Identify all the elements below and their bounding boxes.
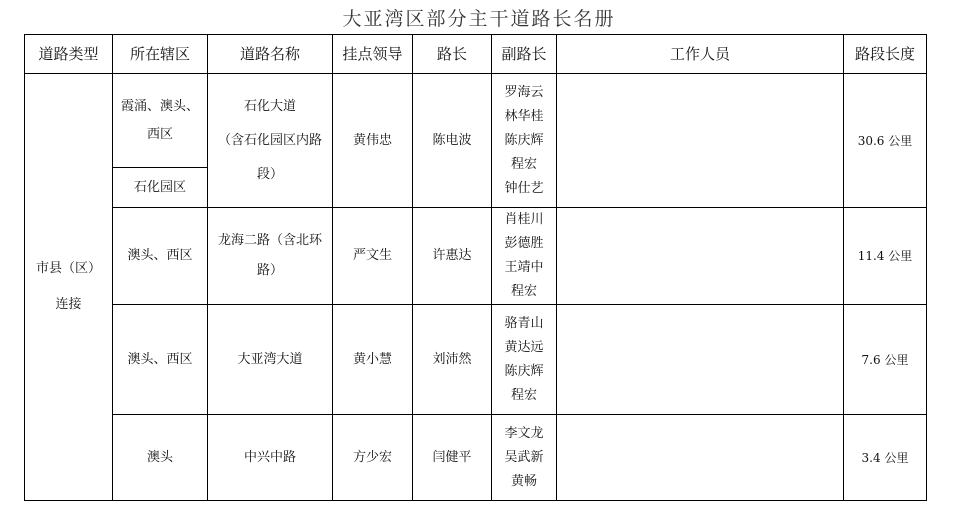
deputy-name: 钟仕艺 [504,180,544,196]
road-name-line: （含石化园区内路 [217,132,322,148]
table-row [25,74,927,168]
district-cell: 澳头、西区 [113,208,208,305]
deputy-name: 肖桂川 [504,212,544,227]
deputy-name: 陈庆辉 [504,363,544,379]
length-cell: 30.6 公里 [844,74,927,208]
deputy-name: 林华桂 [504,108,544,124]
deputy-name: 陈庆辉 [504,132,544,148]
deputy-name: 骆青山 [504,315,544,331]
road-name-cell [208,74,333,208]
table-row [25,208,927,305]
district-cell: 澳头、西区 [113,305,208,415]
district-cell: 澳头 [113,415,208,501]
deputy-name: 程宏 [510,387,537,403]
table-row [25,415,927,501]
staff-cell [557,74,844,208]
deputies-cell [492,74,557,208]
header-staff: 工作人员 [557,35,844,74]
road-name-line: 路） [256,263,283,278]
header-leader: 挂点领导 [333,35,413,74]
district-cell [113,74,208,168]
deputy-name: 李文龙 [504,425,544,441]
road-name-cell: 中兴中路 [208,415,333,501]
road-name-cell [208,208,333,305]
deputy-name: 彭德胜 [504,236,544,251]
deputies-cell [492,208,557,305]
chief-cell: 许惠达 [413,208,492,305]
header-length: 路段长度 [844,35,927,74]
chief-cell: 陈电波 [413,74,492,208]
leader-cell: 方少宏 [333,415,413,501]
leader-cell: 黄伟忠 [333,74,413,208]
table-row [25,305,927,415]
deputy-name: 黄畅 [510,473,537,489]
district-line: 西区 [146,126,173,142]
road-type-line: 连接 [55,297,82,312]
road-name-line: 段） [256,166,283,182]
header-chief: 路长 [413,35,492,74]
roster-table [24,34,927,501]
length-cell: 3.4 公里 [844,415,927,501]
staff-cell [557,415,844,501]
leader-cell: 严文生 [333,208,413,305]
chief-cell: 闫健平 [413,415,492,501]
page-title: 大亚湾区部分主干道路长名册 [342,8,616,30]
road-name-cell: 大亚湾大道 [208,305,333,415]
header-row [25,35,927,74]
deputy-name: 吴武新 [504,449,544,465]
deputies-cell [492,415,557,501]
header-road-name: 道路名称 [208,35,333,74]
header-road-type: 道路类型 [25,35,113,74]
road-type-line: 市县（区） [35,261,101,276]
road-name-line: 龙海二路（含北环 [217,233,322,248]
deputy-name: 程宏 [510,284,537,299]
deputy-name: 程宏 [510,156,537,172]
staff-cell [557,305,844,415]
deputy-name: 罗海云 [504,84,544,100]
deputies-cell [492,305,557,415]
district-cell: 石化园区 [113,168,208,208]
district-line: 霞涌、澳头、 [120,98,199,114]
chief-cell: 刘沛然 [413,305,492,415]
staff-cell [557,208,844,305]
leader-cell: 黄小慧 [333,305,413,415]
length-cell: 11.4 公里 [844,208,927,305]
header-deputy: 副路长 [492,35,557,74]
road-name-line: 石化大道 [243,98,296,114]
header-district: 所在辖区 [113,35,208,74]
deputy-name: 黄达远 [504,339,544,355]
road-type-cell [25,74,113,501]
length-cell: 7.6 公里 [844,305,927,415]
deputy-name: 王靖中 [504,260,544,275]
